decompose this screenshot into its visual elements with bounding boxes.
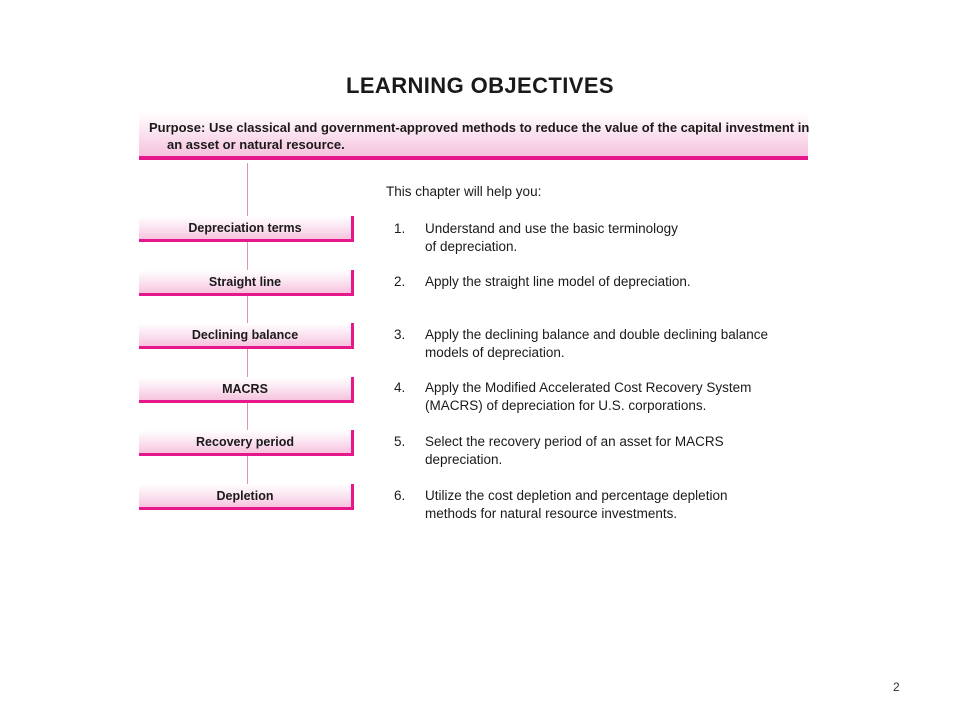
objective-line: Apply the Modified Accelerated Cost Recovery System [425,380,752,395]
objective-line: (MACRS) of depreciation for U.S. corporations. [425,398,707,413]
purpose-banner [139,112,808,160]
page-number: 2 [893,680,900,694]
topic-depletion: Depletion [139,484,354,510]
objective-text [425,220,825,256]
objective-number: 3. [394,327,406,342]
objective-number: 1. [394,221,406,236]
objective-line: models of depreciation. [425,345,565,360]
topic-macrs: MACRS [139,377,354,403]
page-title: LEARNING OBJECTIVES [346,73,614,98]
objective-number: 6. [394,488,406,503]
objective-text [425,326,825,362]
objective-line: Apply the straight line model of depreciation. [425,274,691,289]
objective-number: 4. [394,380,406,395]
topic-declining-balance: Declining balance [139,323,354,349]
objective-line: of depreciation. [425,239,518,254]
objective-line: Utilize the cost depletion and percentage depletion [425,488,728,503]
objective-line: depreciation. [425,452,503,467]
purpose-text: Purpose: Use classical and government-approved methods to reduce the value of the capital investment in an asset or natural resource. [149,120,810,152]
objective-text [425,379,825,415]
objective-line: Understand and use the basic terminology [425,221,678,236]
objective-text [425,433,825,469]
objective-line: methods for natural resource investments. [425,506,678,521]
objective-text [425,273,825,291]
objective-number: 2. [394,274,406,289]
topic-depreciation-terms: Depreciation terms [139,216,354,242]
objective-text [425,487,825,523]
intro-text: This chapter will help you: [386,184,542,199]
topic-recovery-period: Recovery period [139,430,354,456]
objective-line: Apply the declining balance and double declining balance [425,327,769,342]
objective-number: 5. [394,434,406,449]
topic-straight-line: Straight line [139,270,354,296]
objective-line: Select the recovery period of an asset for MACRS [425,434,724,449]
